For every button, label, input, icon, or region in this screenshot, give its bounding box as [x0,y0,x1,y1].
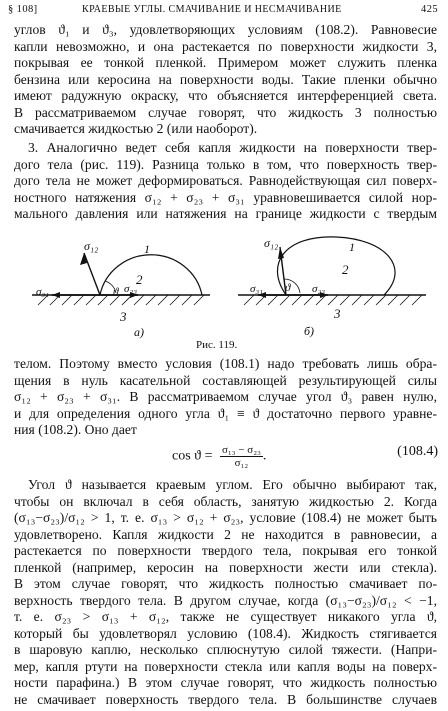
figure-caption: Рис. 119. [196,339,238,351]
text-line: и для определения одного угла ϑ₁ ≡ ϑ достаточно первого уравне- [14,405,437,421]
text-line: 3. Аналогично ведет себя капля жидкости на поверхности твер- [28,140,437,155]
paragraph-4 [14,477,437,708]
text-line: Угол ϑ называется краевым углом. Его обычно выбирают так, [28,477,437,492]
text-line: телом. Поэтому вместо условия (108.1) надо требовать лишь обра- [14,356,437,371]
text-line: мер, капля ртути на поверхности стекла или капля воды на поверх- [14,658,437,674]
text-line: удовлетворено. Капля жидкости 2 не находится в равновесии, а [14,526,437,542]
text-line: ностного натяжения σ₁₂ + σ₂₃ + σ₃₁ уравновешивается силой нор- [14,189,437,205]
paragraph-3 [14,356,437,439]
text-line: имеют радужную окраску, что объясняется интерференцией света. [14,88,437,103]
text-line: углов ϑ₁ и ϑ₃, удовлетворяющих условиям (108.2). Равновесие [14,22,437,37]
text-line: т. е. σ₂₃ > σ₁₃ + σ₁₂, также не существует никакого угла ϑ, [14,609,437,624]
label-sigma12-b: σ₁₂ [264,236,279,250]
label-two-a: 2 [136,272,143,287]
equation-lhs: cos ϑ = [172,448,213,464]
label-sigma31-b: σ₃₁ [250,283,264,295]
label-a: а) [134,325,144,339]
equation-fraction [220,444,263,469]
label-three-b: 3 [334,306,341,321]
text-line: в шаровую каплю, несколько сплюснутую силой тяжести. (Напри- [14,642,437,657]
equation-numerator: σ₁₃ − σ₂₃ [222,444,261,456]
text-line: который бы удовлетворял условию (108.4). Жидкость стягивается [14,625,437,641]
text-line: растекается по поверхности твердого тела, покрывая его тонкой [14,543,437,558]
text-line: щения в нуль касательной составляющей результирующей силы [14,372,437,388]
paragraph-1 [14,22,437,138]
text-line: В этом случае говорят, что жидкость полностью смачивает по- [14,576,437,591]
text-line: σ₁₂ + σ₂₃ + σ₃₁. В рассматриваемом случае угол ϑ₃ равен нулю, [14,389,437,404]
equation-number: (108.4) [397,444,438,459]
text-line: ния (108.2). Оно дает [14,422,137,437]
text-line: дого тела (рис. 119). Разница только в том, что поверхность твер- [14,156,437,172]
equation-denominator: σ₁₂ [234,457,249,469]
text-line: мального давления или натяжения на границе жидкости с твердым [14,206,437,221]
equation-108-4 [0,438,448,468]
text-line: В рассматриваемом случае говорят, что жидкость 3 полностью [14,104,437,120]
text-line: капли невозможно, и она растекается по поверхности жидкости 3, [14,38,437,54]
text-line: покрывая ее тонкой пленкой. Примером может служить пленка [14,55,437,70]
text-line: дого тела не может деформироваться. Равнодействующая сил поверх- [14,173,437,188]
equation-body: cos ϑ = $\frac{\text{σ₁₃ − σ₂₃}}{\text{σ₁₂}}$ . [172,444,267,469]
section-ref: § 108] [8,4,38,15]
label-sigma31-a: σ₃₁ [36,286,50,298]
running-header [8,4,438,20]
label-three-a: 3 [120,309,127,324]
chapter-title: КРАЕВЫЕ УГЛЫ. СМАЧИВАНИЕ И НЕСМАЧИВАНИЕ [82,4,342,15]
label-theta-b: ϑ [285,282,291,294]
text-line: пленкой (например, керосин на поверхности жести или стекла). [14,559,437,575]
text-line: смачивается жидкостью 2 (или наоборот). [14,121,258,136]
paragraph-2 [14,140,437,223]
text-line: чтобы он включал в себя область, занятую жидкостью 2. Когда [14,493,437,509]
text-line: (σ₁₃−σ₂₃)/σ₁₂ > 1, т. е. σ₁₃ > σ₁₂ + σ₂₃, условие (108.4) не может быть [14,510,437,525]
text-line: ности парафина.) В этом случае говорят, что жидкость полностью [14,675,437,690]
text-line: бензина или керосина на поверхности воды. Такие пленки обычно [14,71,437,87]
text-line: верхность твердого тела. В другом случае, когда (σ₁₃−σ₂₃)/σ₁₂ < −1, [14,592,437,608]
label-sigma23-b: σ₂₃ [312,283,326,295]
label-two-b: 2 [342,262,349,277]
label-one-b: 1 [349,240,355,254]
label-sigma23-a: σ₂₃ [124,283,138,295]
label-theta-a: ϑ [113,286,119,298]
label-b: б) [304,324,315,338]
page-number: 425 [421,4,438,15]
label-sigma12-a: σ₁₂ [84,239,99,253]
text-line: не смачивает поверхность твердого тела. В большинстве случаев [14,691,437,707]
label-one-a: 1 [144,242,150,256]
